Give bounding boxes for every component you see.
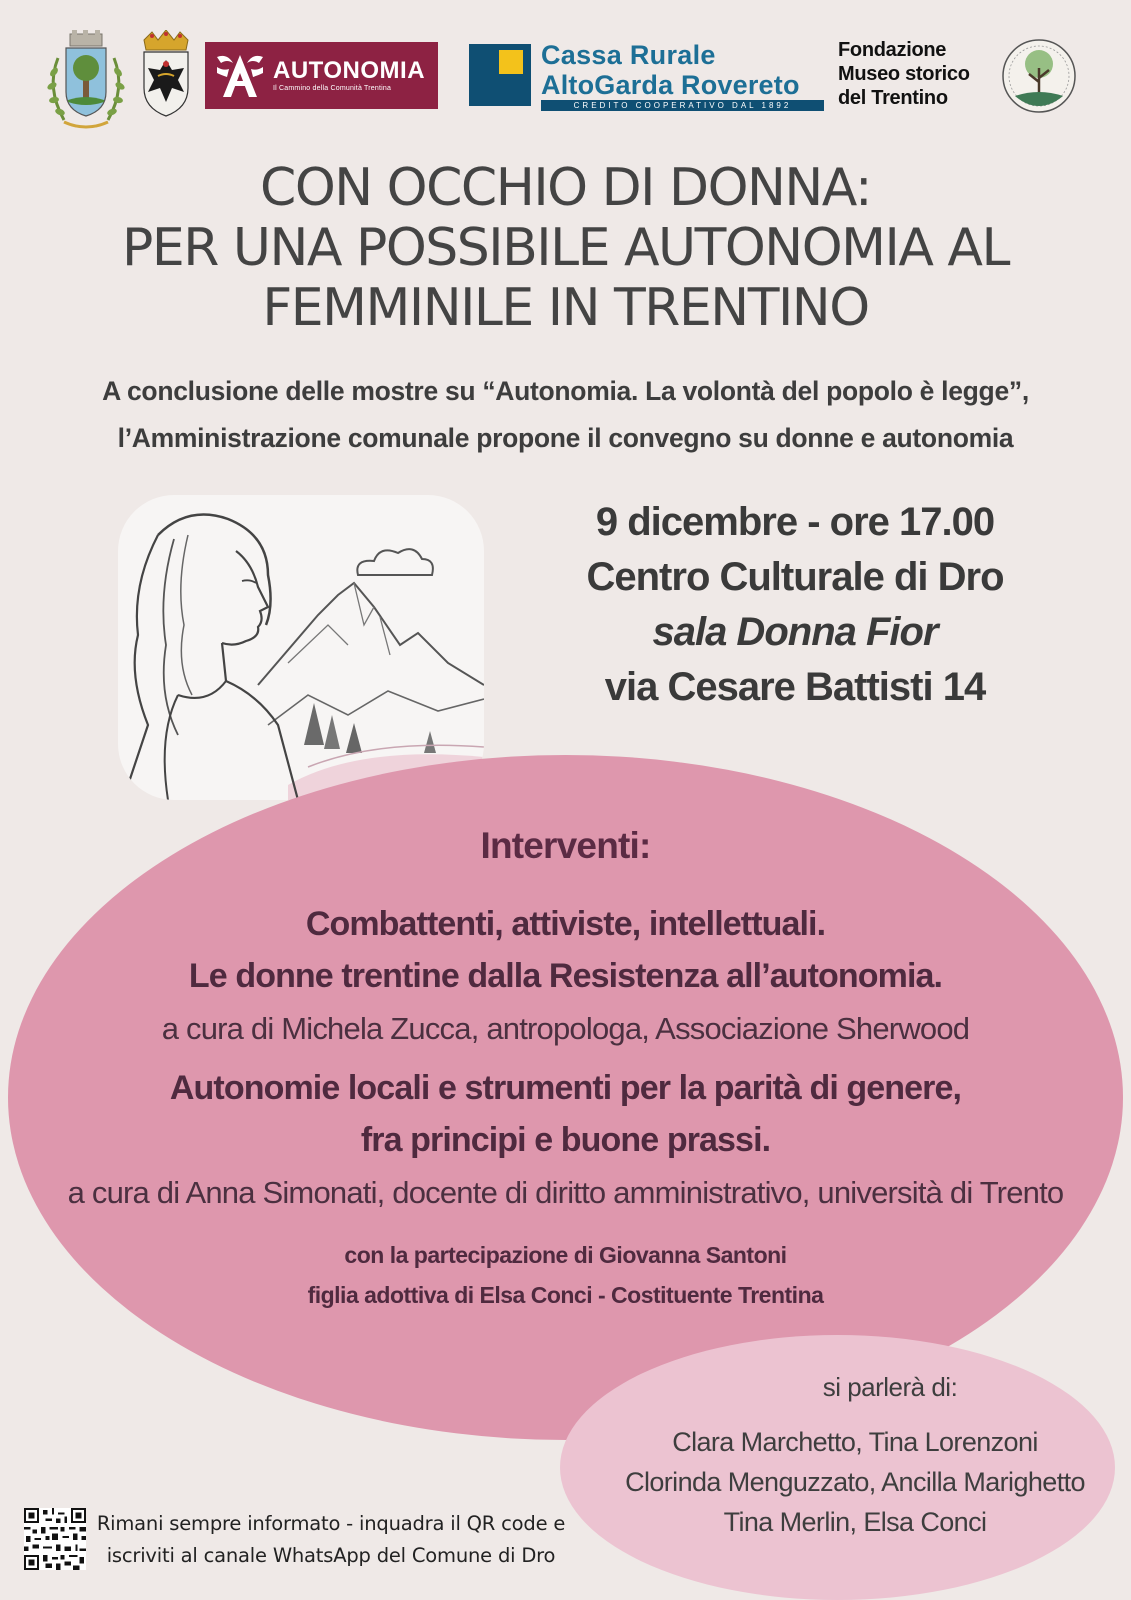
autonomia-logo-title: AUTONOMIA — [273, 57, 426, 84]
parlera-line1: Clara Marchetto, Tina Lorenzoni — [672, 1427, 1038, 1457]
footer-line1: Rimani sempre informato - inquadra il QR code e — [96, 1512, 566, 1535]
museo-storico-logo-text — [838, 38, 970, 110]
whatsapp-qr-code[interactable] — [24, 1508, 86, 1570]
woman-mountains-illustration — [118, 495, 484, 800]
parlera-line3: Tina Merlin, Elsa Conci — [723, 1507, 987, 1537]
interventi-heading: Interventi: — [480, 825, 651, 866]
cassa-rurale-mark-icon — [469, 44, 531, 106]
cassa-rurale-logo — [469, 42, 824, 112]
museo-tree-seal-icon — [1001, 38, 1077, 114]
talk2-title-line2: fra principi e buone prassi. — [360, 1121, 771, 1159]
participation-line1: con la partecipazione di Giovanna Santoni — [344, 1242, 787, 1268]
talk2-speaker: a cura di Anna Simonati, docente di diritto amministrativo, università di Trento — [67, 1175, 1064, 1210]
event-venue: Centro Culturale di Dro — [586, 555, 1004, 599]
subtitle-line-2: l’Amministrazione comunale propone il convegno su donne e autonomia — [117, 423, 1014, 453]
title-line-2: PER UNA POSSIBILE AUTONOMIA AL — [122, 218, 1009, 278]
subtitle-line-1: A conclusione delle mostre su “Autonomia. La volontà del popolo è legge”, — [102, 376, 1029, 406]
parlera-line2: Clorinda Menguzzato, Ancilla Marighetto — [625, 1467, 1085, 1497]
title-line-3: FEMMINILE IN TRENTINO — [262, 278, 869, 338]
trentino-eagle-shield-logo — [138, 30, 194, 118]
event-address: via Cesare Battisti 14 — [604, 665, 986, 709]
talk1-speaker: a cura di Michela Zucca, antropologa, Associazione Sherwood — [161, 1011, 970, 1046]
footer-line2: iscriviti al canale WhatsApp del Comune di Dro — [106, 1544, 556, 1567]
parlera-heading: si parlerà di: — [822, 1372, 958, 1402]
woman-mountains-drawing — [118, 495, 484, 800]
event-room: sala Donna Fior — [652, 610, 938, 654]
cassa-rurale-name-line2: AltoGarda Rovereto — [541, 70, 800, 100]
footer-info — [86, 1508, 576, 1572]
autonomia-logo — [205, 42, 438, 109]
cassa-rurale-tagline: CREDITO COOPERATIVO DAL 1892 — [541, 100, 824, 111]
museo-line3: del Trentino — [838, 87, 948, 109]
museo-line1: Fondazione — [838, 39, 947, 61]
cassa-rurale-name-line1: Cassa Rurale — [541, 40, 716, 70]
museo-line2: Museo storico — [838, 63, 970, 85]
talk1-title-line1: Combattenti, attiviste, intellettuali. — [305, 905, 826, 943]
autonomia-emblem-icon — [213, 49, 267, 103]
talk2-title-line1: Autonomie locali e strumenti per la parità di genere, — [169, 1069, 962, 1107]
autonomia-logo-subtitle: Il Cammino della Comunità Trentina — [273, 85, 392, 92]
participation-line2: figlia adottiva di Elsa Conci - Costituente Trentina — [307, 1282, 824, 1308]
title-line-1: CON OCCHIO DI DONNA: — [260, 158, 871, 218]
event-datetime: 9 dicembre - ore 17.00 — [595, 500, 995, 544]
comune-dro-crest-logo — [44, 28, 128, 134]
talk1-title-line2: Le donne trentine dalla Resistenza all’autonomia. — [188, 957, 943, 995]
